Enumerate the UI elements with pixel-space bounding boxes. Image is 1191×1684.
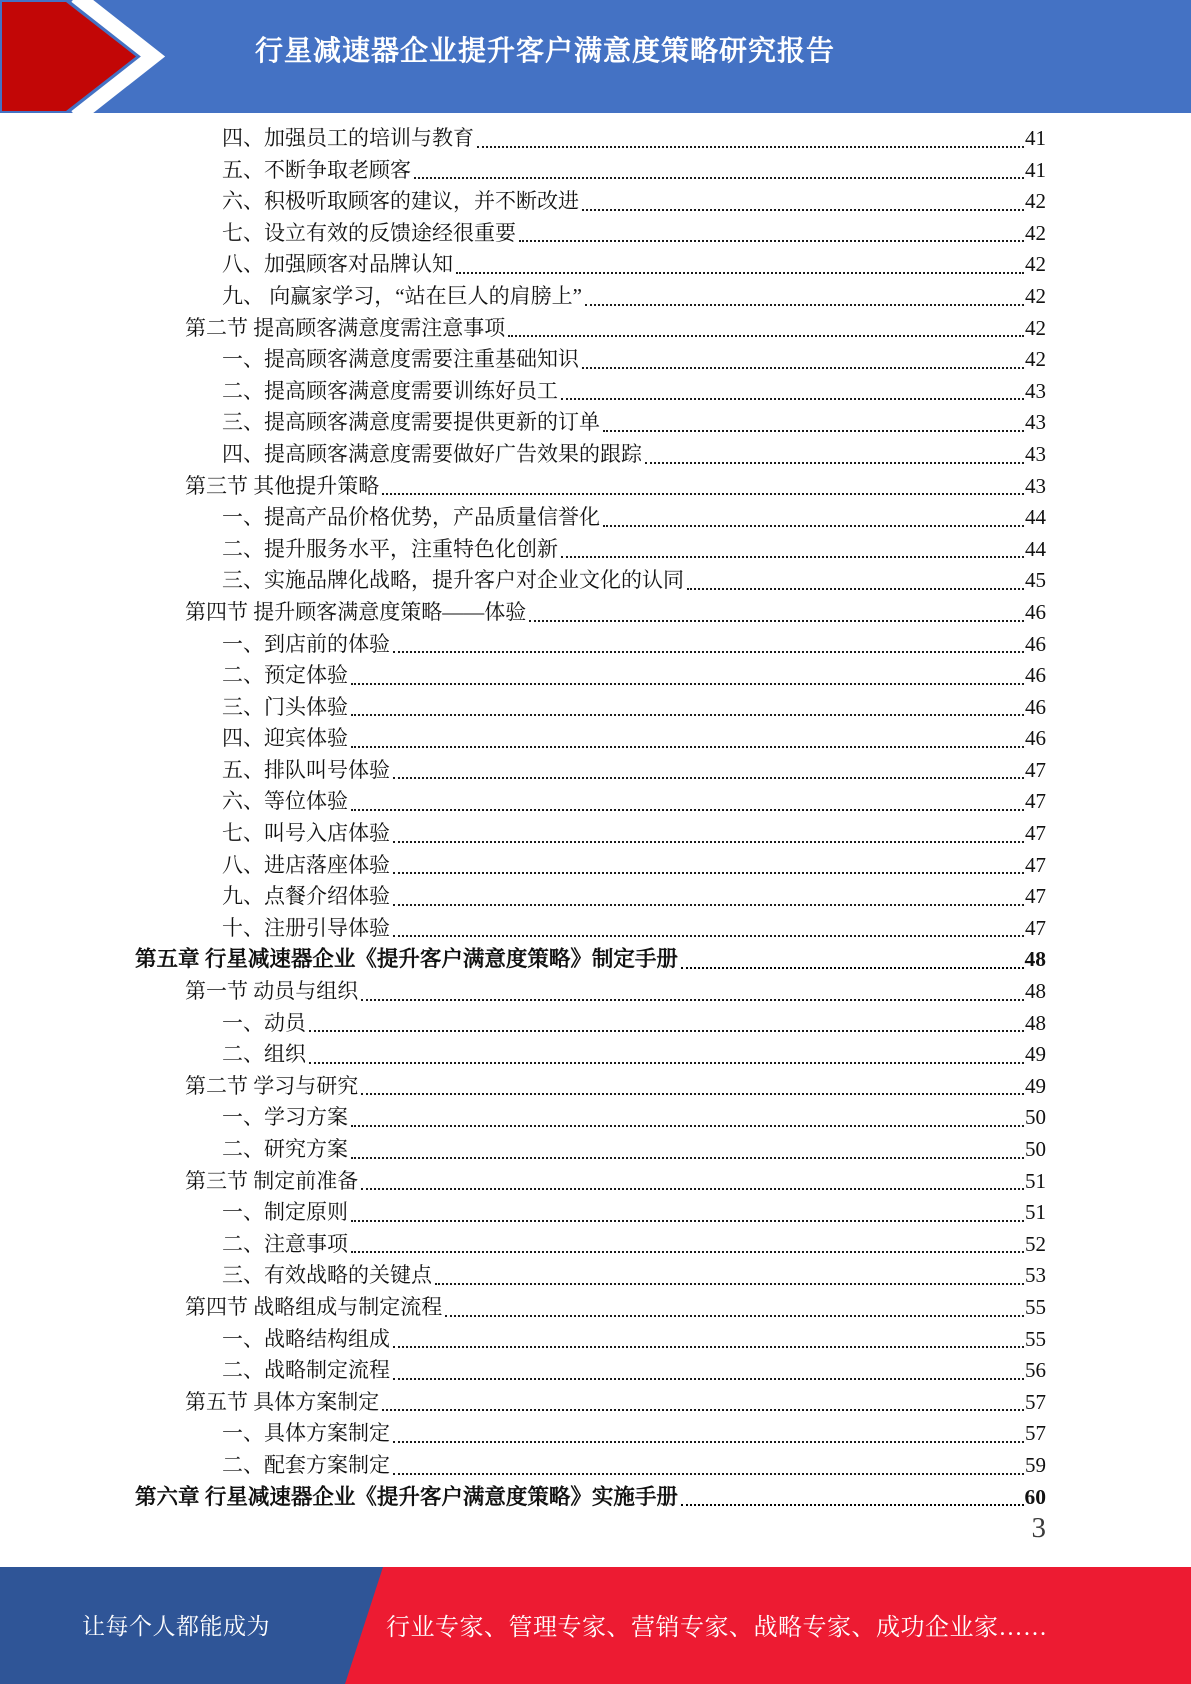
toc-entry-label: 第一节 动员与组织 [185, 979, 359, 1004]
toc-entry-label: 一、动员 [222, 1010, 306, 1035]
toc-dot-leader [435, 1260, 1024, 1285]
toc-entry-label: 二、注意事项 [222, 1231, 348, 1256]
toc-entry-page: 49 [1025, 1073, 1046, 1098]
toc-dot-leader [393, 1418, 1024, 1443]
toc-entry-label: 五、排队叫号体验 [222, 757, 390, 782]
toc-entry-label: 十、注册引导体验 [222, 915, 390, 940]
toc-entry[interactable] [135, 1418, 1046, 1450]
toc-entry-label: 四、提高顾客满意度需要做好广告效果的跟踪 [222, 441, 642, 466]
toc-entry-page: 44 [1025, 536, 1046, 561]
toc-dot-leader [508, 313, 1024, 338]
toc-dot-leader [393, 1355, 1024, 1380]
toc-entry[interactable] [135, 597, 1046, 629]
toc-entry[interactable] [135, 502, 1046, 534]
toc-dot-leader [519, 218, 1024, 243]
toc-entry-label: 一、提高产品价格优势，产品质量信誉化 [222, 505, 600, 530]
toc-entry-page: 43 [1025, 378, 1046, 403]
toc-entry[interactable] [135, 565, 1046, 597]
toc-entry-page: 41 [1025, 126, 1046, 150]
toc-entry-label: 九、点餐介绍体验 [222, 884, 390, 909]
toc-entry-page: 60 [1024, 1484, 1046, 1509]
toc-entry[interactable] [135, 692, 1046, 724]
toc-entry[interactable] [135, 313, 1046, 345]
toc-dot-leader [351, 786, 1024, 811]
toc-entry[interactable] [135, 376, 1046, 408]
toc-entry-label: 一、制定原则 [222, 1200, 348, 1225]
toc-entry-label: 四、迎宾体验 [222, 726, 348, 751]
page-title: 行星减速器企业提升客户满意度策略研究报告 [254, 35, 835, 66]
toc-entry-page: 42 [1025, 315, 1046, 340]
toc-entry[interactable] [135, 249, 1046, 281]
toc-entry-page: 47 [1025, 884, 1046, 909]
toc-entry-page: 56 [1025, 1358, 1046, 1383]
toc-list [135, 123, 1046, 1513]
toc-entry[interactable] [135, 913, 1046, 945]
toc-entry-label: 一、学习方案 [222, 1105, 348, 1130]
toc-entry-page: 48 [1024, 947, 1046, 972]
toc-entry-label: 一、到店前的体验 [222, 631, 390, 656]
toc-entry-label: 第五章 行星减速器企业《提升客户满意度策略》制定手册 [135, 947, 678, 972]
toc-dot-leader [393, 755, 1024, 780]
toc-entry[interactable] [135, 818, 1046, 850]
toc-entry-page: 50 [1025, 1105, 1046, 1130]
toc-entry-page: 42 [1025, 189, 1046, 214]
toc-entry[interactable] [135, 976, 1046, 1008]
toc-entry-label: 七、设立有效的反馈途经很重要 [222, 220, 516, 245]
toc-entry-page: 42 [1025, 283, 1046, 308]
toc-dot-leader [309, 1008, 1024, 1033]
toc-entry-page: 55 [1025, 1294, 1046, 1319]
toc-entry-label: 二、战略制定流程 [222, 1358, 390, 1383]
toc-entry-page: 55 [1025, 1326, 1046, 1351]
toc-entry[interactable] [135, 1008, 1046, 1040]
toc-dot-leader [603, 407, 1024, 432]
toc-dot-leader [445, 1292, 1024, 1317]
toc-entry[interactable] [135, 1166, 1046, 1198]
toc-entry[interactable] [135, 1387, 1046, 1419]
toc-entry-page: 46 [1025, 599, 1046, 624]
toc-dot-leader [351, 660, 1024, 685]
toc-dot-leader [582, 344, 1024, 369]
toc-entry-page: 47 [1025, 821, 1046, 846]
toc-entry-page: 42 [1025, 220, 1046, 245]
toc-entry-page: 45 [1025, 568, 1046, 593]
toc-entry[interactable] [135, 723, 1046, 755]
toc-dot-leader [477, 123, 1024, 148]
toc-dot-leader [393, 818, 1024, 843]
toc-entry-page: 57 [1025, 1389, 1046, 1414]
toc-entry-page: 44 [1025, 505, 1046, 530]
toc-entry[interactable] [135, 850, 1046, 882]
toc-dot-leader [529, 597, 1024, 622]
toc-dot-leader [361, 1166, 1024, 1191]
toc-entry-page: 53 [1025, 1263, 1046, 1288]
toc-entry-page: 43 [1025, 410, 1046, 435]
toc-entry-label: 六、等位体验 [222, 789, 348, 814]
toc-dot-leader [393, 850, 1024, 875]
toc-dot-leader [393, 1450, 1024, 1475]
toc-entry-label: 一、提高顾客满意度需要注重基础知识 [222, 347, 579, 372]
toc-entry-page: 48 [1025, 1010, 1046, 1035]
toc-entry-page: 48 [1025, 979, 1046, 1004]
toc-dot-leader [351, 1197, 1024, 1222]
toc-entry-label: 三、提高顾客满意度需要提供更新的订单 [222, 410, 600, 435]
toc-entry-label: 六、积极听取顾客的建议，并不断改进 [222, 189, 579, 214]
toc-entry[interactable] [135, 281, 1046, 313]
toc-entry-page: 47 [1025, 789, 1046, 814]
toc-entry[interactable] [135, 471, 1046, 503]
toc-entry-page: 47 [1025, 852, 1046, 877]
toc-entry-label: 第六章 行星减速器企业《提升客户满意度策略》实施手册 [135, 1484, 678, 1509]
header-band [0, 0, 1191, 113]
toc-entry-page: 42 [1025, 252, 1046, 277]
toc-entry[interactable] [135, 1450, 1046, 1482]
toc-entry[interactable] [135, 439, 1046, 471]
toc-entry-page: 43 [1025, 473, 1046, 498]
toc-dot-leader [585, 281, 1024, 306]
footer-band [0, 1567, 1191, 1684]
toc-entry[interactable] [135, 534, 1046, 566]
toc-entry-label: 四、加强员工的培训与教育 [222, 126, 474, 150]
toc-dot-leader [687, 565, 1024, 590]
toc-entry[interactable] [135, 155, 1046, 187]
toc-entry-page: 57 [1025, 1421, 1046, 1446]
footer-slogan-right: 行业专家、管理专家、营销专家、战略专家、成功企业家…… [386, 1615, 1048, 1641]
toc-entry-page: 46 [1025, 631, 1046, 656]
toc-entry-page: 59 [1025, 1452, 1046, 1477]
toc-dot-leader [351, 1134, 1024, 1159]
toc-dot-leader [393, 1324, 1024, 1349]
toc-entry-page: 47 [1025, 915, 1046, 940]
toc-entry-label: 三、门头体验 [222, 694, 348, 719]
toc-entry[interactable] [135, 786, 1046, 818]
toc-entry-page: 50 [1025, 1137, 1046, 1161]
toc-entry-label: 二、组织 [222, 1042, 306, 1067]
toc-dot-leader [582, 186, 1024, 211]
toc-dot-leader [351, 723, 1024, 748]
toc-entry[interactable] [135, 1197, 1046, 1229]
toc-entry[interactable] [135, 660, 1046, 692]
toc-dot-leader [561, 534, 1024, 559]
toc-entry-label: 二、提升服务水平，注重特色化创新 [222, 536, 558, 561]
toc-entry-label: 七、叫号入店体验 [222, 821, 390, 846]
toc-dot-leader [456, 249, 1024, 274]
toc-dot-leader [309, 1039, 1024, 1064]
toc-entry[interactable] [135, 944, 1046, 976]
footer-slogan-left: 让每个人都能成为 [82, 1614, 270, 1639]
toc-dot-leader [414, 155, 1024, 180]
toc-entry-page: 42 [1025, 347, 1046, 372]
toc-entry-label: 第二节 学习与研究 [185, 1073, 359, 1098]
toc-entry-page: 51 [1025, 1168, 1046, 1193]
toc-entry[interactable] [135, 407, 1046, 439]
toc-entry-label: 二、提高顾客满意度需要训练好员工 [222, 378, 558, 403]
toc-entry-page: 52 [1025, 1231, 1046, 1256]
toc-dot-leader [361, 976, 1024, 1001]
toc-dot-leader [393, 629, 1024, 654]
toc-entry[interactable] [135, 1071, 1046, 1103]
toc-dot-leader [351, 692, 1024, 717]
toc-entry-label: 第四节 战略组成与制定流程 [185, 1294, 443, 1319]
toc-entry-label: 一、战略结构组成 [222, 1326, 390, 1351]
toc-entry-page: 43 [1025, 441, 1046, 466]
toc-dot-leader [603, 502, 1024, 527]
toc-entry[interactable] [135, 1134, 1046, 1166]
toc-entry-label: 二、研究方案 [222, 1137, 348, 1161]
toc-entry-page: 41 [1025, 157, 1046, 182]
toc-dot-leader [382, 471, 1024, 496]
toc-entry-label: 三、实施品牌化战略，提升客户对企业文化的认同 [222, 568, 684, 593]
toc-entry-label: 第二节 提高顾客满意度需注意事项 [185, 315, 506, 340]
toc-entry-page: 46 [1025, 694, 1046, 719]
toc-dot-leader [681, 944, 1024, 969]
toc-entry-label: 三、有效战略的关键点 [222, 1263, 432, 1288]
toc-dot-leader [382, 1387, 1024, 1412]
toc-entry[interactable] [135, 1260, 1046, 1292]
toc-entry-page: 51 [1025, 1200, 1046, 1225]
toc-entry-page: 47 [1025, 757, 1046, 782]
toc-entry[interactable] [135, 629, 1046, 661]
toc-entry-label: 一、具体方案制定 [222, 1421, 390, 1446]
toc-entry[interactable] [135, 218, 1046, 250]
toc-entry-page: 46 [1025, 726, 1046, 751]
toc-entry-label: 九、 向赢家学习，“站在巨人的肩膀上” [222, 283, 582, 308]
toc-entry[interactable] [135, 1355, 1046, 1387]
toc-entry[interactable] [135, 1039, 1046, 1071]
toc-entry-page: 46 [1025, 663, 1046, 688]
toc-dot-leader [351, 1102, 1024, 1127]
toc-entry[interactable] [135, 1324, 1046, 1356]
toc-entry-label: 第四节 提升顾客满意度策略——体验 [185, 599, 527, 624]
toc-dot-leader [561, 376, 1024, 401]
toc-entry-label: 八、进店落座体验 [222, 852, 390, 877]
toc-entry-label: 第三节 制定前准备 [185, 1168, 359, 1193]
toc-dot-leader [351, 1229, 1024, 1254]
toc-entry[interactable] [135, 344, 1046, 376]
toc-dot-leader [361, 1071, 1024, 1096]
toc-entry-label: 第五节 具体方案制定 [185, 1389, 380, 1414]
toc-entry-label: 二、配套方案制定 [222, 1452, 390, 1477]
toc-entry[interactable] [135, 1292, 1046, 1324]
toc-entry[interactable] [135, 186, 1046, 218]
page-number: 3 [1031, 1512, 1046, 1544]
toc-entry-label: 八、加强顾客对品牌认知 [222, 252, 453, 277]
toc-dot-leader [645, 439, 1024, 464]
toc-entry[interactable] [135, 123, 1046, 155]
toc-entry[interactable] [135, 1482, 1046, 1514]
toc-entry[interactable] [135, 1229, 1046, 1261]
toc-entry[interactable] [135, 881, 1046, 913]
toc-entry[interactable] [135, 1102, 1046, 1134]
toc-dot-leader [393, 913, 1024, 938]
toc-dot-leader [393, 881, 1024, 906]
toc-entry-label: 二、预定体验 [222, 663, 348, 688]
toc-dot-leader [681, 1482, 1024, 1507]
toc-entry-page: 49 [1025, 1042, 1046, 1067]
toc-entry[interactable] [135, 755, 1046, 787]
toc-entry-label: 五、不断争取老顾客 [222, 157, 411, 182]
toc-entry-label: 第三节 其他提升策略 [185, 473, 380, 498]
